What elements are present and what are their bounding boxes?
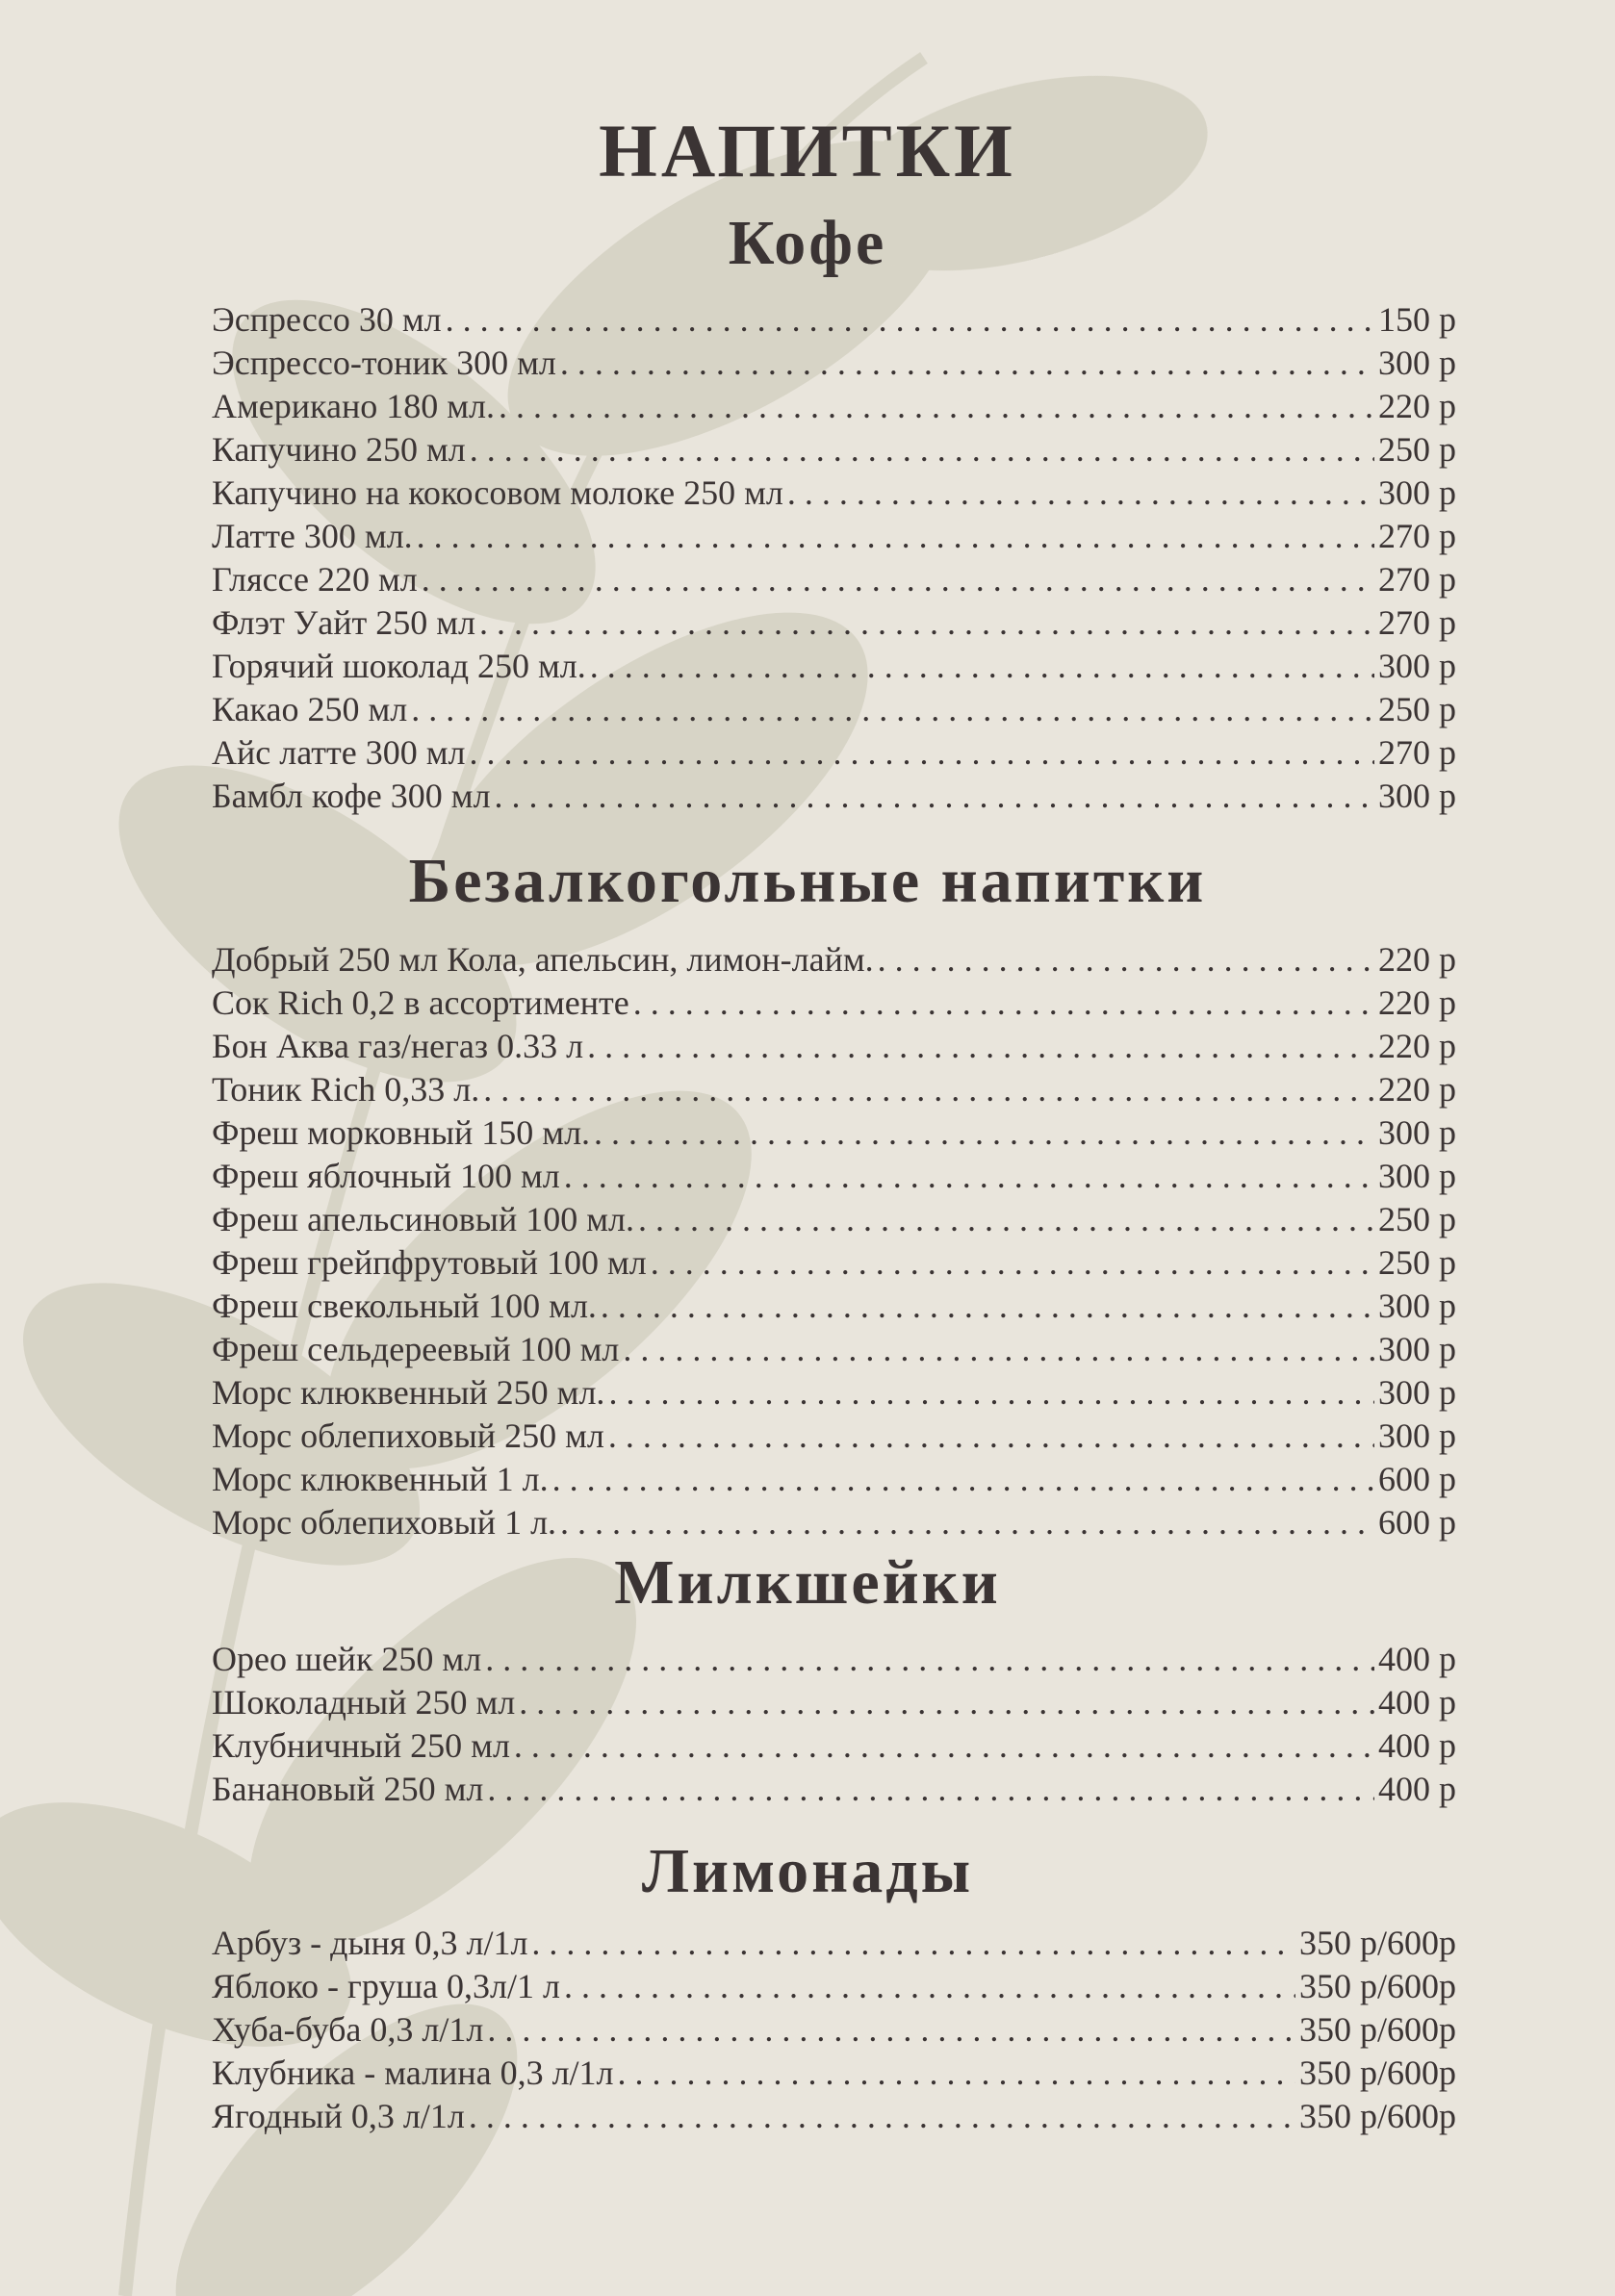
menu-item-price: 300 р xyxy=(1378,777,1456,815)
menu-item xyxy=(212,2008,1456,2052)
menu-item-name: Шоколадный 250 мл xyxy=(212,1683,516,1722)
dot-leader xyxy=(564,1965,1295,2008)
menu-item xyxy=(212,428,1456,472)
menu-item-name: Яблоко - груша 0,3л/1 л xyxy=(212,1967,560,2005)
menu-item-price: 300 р xyxy=(1378,1330,1456,1368)
page-title: НАПИТКИ xyxy=(599,109,1016,192)
dot-leader xyxy=(446,298,1374,342)
menu-item-price: 220 р xyxy=(1378,983,1456,1022)
menu-item-price: 350 р/600р xyxy=(1298,2010,1456,2049)
menu-item-name: Клубника - малина 0,3 л/1л xyxy=(212,2054,614,2092)
menu-item xyxy=(212,1111,1456,1155)
menu-item xyxy=(212,1068,1456,1111)
menu-item-price: 300 р xyxy=(1378,647,1456,685)
dot-leader xyxy=(787,472,1374,515)
menu-item-name: Орео шейк 250 мл xyxy=(212,1640,482,1678)
menu-list-lemonades xyxy=(212,1922,1456,2138)
menu-item xyxy=(212,1328,1456,1371)
menu-item-price: 250 р xyxy=(1378,690,1456,728)
menu-item-price: 220 р xyxy=(1378,940,1456,979)
menu-item xyxy=(212,938,1456,982)
menu-item-price: 270 р xyxy=(1378,733,1456,772)
menu-item-name: Фреш сельдереевый 100 мл xyxy=(212,1330,620,1368)
menu-item-price: 270 р xyxy=(1378,603,1456,642)
menu-item-name: Капучино на кокосовом молоке 250 мл xyxy=(212,473,783,512)
menu-item xyxy=(212,775,1456,818)
dot-leader xyxy=(469,2095,1295,2138)
menu-item-name: Хуба-буба 0,3 л/1л xyxy=(212,2010,484,2049)
menu-item-name: Банановый 250 мл xyxy=(212,1770,484,1808)
menu-item-name: Бамбл кофе 300 мл xyxy=(212,777,491,815)
dot-leader xyxy=(514,1724,1374,1768)
menu-item-price: 400 р xyxy=(1378,1726,1456,1765)
dot-leader xyxy=(470,428,1374,472)
dot-leader xyxy=(495,775,1374,818)
menu-item-price: 300 р xyxy=(1378,1373,1456,1412)
menu-item xyxy=(212,731,1456,775)
menu-item-name: Фреш апельсиновый 100 мл. xyxy=(212,1200,634,1238)
menu-item-name: Ягодный 0,3 л/1л xyxy=(212,2097,465,2135)
menu-item xyxy=(212,1768,1456,1811)
menu-item-price: 400 р xyxy=(1378,1640,1456,1678)
menu-item-price: 350 р/600р xyxy=(1298,1967,1456,2005)
dot-leader xyxy=(638,1198,1374,1241)
menu-item xyxy=(212,1285,1456,1328)
menu-item-name: Морс облепиховый 250 мл xyxy=(212,1416,604,1455)
dot-leader xyxy=(469,731,1374,775)
dot-leader xyxy=(623,1328,1374,1371)
menu-item-name: Арбуз - дыня 0,3 л/1л xyxy=(212,1924,528,1962)
dot-leader xyxy=(483,1068,1374,1111)
dot-leader xyxy=(590,645,1374,688)
menu-item xyxy=(212,515,1456,558)
menu-item-name: Американо 180 мл. xyxy=(212,387,495,425)
section-title-milkshakes: Милкшейки xyxy=(614,1547,1001,1618)
section-title-coffee: Кофе xyxy=(728,208,887,278)
menu-item-price: 220 р xyxy=(1378,1027,1456,1065)
menu-item-price: 150 р xyxy=(1378,300,1456,339)
menu-item xyxy=(212,1155,1456,1198)
menu-item-price: 300 р xyxy=(1378,1416,1456,1455)
menu-item xyxy=(212,342,1456,385)
menu-item-price: 350 р/600р xyxy=(1298,2054,1456,2092)
menu-list-coffee xyxy=(212,298,1456,818)
menu-item-price: 220 р xyxy=(1378,387,1456,425)
dot-leader xyxy=(601,1285,1374,1328)
menu-item-name: Флэт Уайт 250 мл xyxy=(212,603,476,642)
dot-leader xyxy=(485,1638,1374,1681)
menu-item-name: Какао 250 мл xyxy=(212,690,408,728)
dot-leader xyxy=(618,2052,1295,2095)
menu-item-name: Горячий шоколад 250 мл. xyxy=(212,647,586,685)
menu-item xyxy=(212,1501,1456,1544)
menu-item-name: Эспрессо-тоник 300 мл xyxy=(212,344,556,382)
menu-item-price: 350 р/600р xyxy=(1298,2097,1456,2135)
menu-item-name: Тоник Rich 0,33 л. xyxy=(212,1070,480,1109)
menu-item-name: Гляссе 220 мл xyxy=(212,560,418,599)
menu-item-price: 300 р xyxy=(1378,473,1456,512)
section-title-soft-drinks: Безалкогольные напитки xyxy=(408,846,1207,916)
menu-item xyxy=(212,1922,1456,1965)
dot-leader xyxy=(422,558,1374,601)
menu-item xyxy=(212,2052,1456,2095)
menu-item-price: 400 р xyxy=(1378,1683,1456,1722)
dot-leader xyxy=(594,1111,1374,1155)
menu-item-name: Морс клюквенный 1 л. xyxy=(212,1460,549,1498)
menu-item-price: 350 р/600р xyxy=(1298,1924,1456,1962)
dot-leader xyxy=(552,1458,1374,1501)
dot-leader xyxy=(411,688,1374,731)
menu-item xyxy=(212,1681,1456,1724)
menu-item-price: 300 р xyxy=(1378,1157,1456,1195)
menu-item-name: Сок Rich 0,2 в ассортименте xyxy=(212,983,629,1022)
menu-item-name: Латте 300 мл. xyxy=(212,517,413,555)
menu-item-name: Айс латте 300 мл xyxy=(212,733,466,772)
dot-leader xyxy=(479,601,1374,645)
dot-leader xyxy=(560,342,1374,385)
menu-item-name: Фреш яблочный 100 мл xyxy=(212,1157,560,1195)
menu-item xyxy=(212,1965,1456,2008)
menu-item-name: Фреш морковный 150 мл. xyxy=(212,1113,591,1152)
menu-item xyxy=(212,472,1456,515)
menu-item-price: 300 р xyxy=(1378,344,1456,382)
dot-leader xyxy=(499,385,1374,428)
dot-leader xyxy=(487,2008,1295,2052)
dot-leader xyxy=(608,1415,1374,1458)
menu-item xyxy=(212,1025,1456,1068)
menu-item-name: Фреш грейпфрутовый 100 мл xyxy=(212,1243,647,1282)
menu-item xyxy=(212,558,1456,601)
menu-item-name: Фреш свекольный 100 мл. xyxy=(212,1287,597,1325)
menu-item xyxy=(212,298,1456,342)
menu-item xyxy=(212,982,1456,1025)
menu-item xyxy=(212,1638,1456,1681)
menu-item-price: 270 р xyxy=(1378,560,1456,599)
dot-leader xyxy=(651,1241,1374,1285)
menu-item-price: 600 р xyxy=(1378,1503,1456,1542)
menu-item xyxy=(212,2095,1456,2138)
menu-list-soft-drinks xyxy=(212,938,1456,1544)
dot-leader xyxy=(487,1768,1374,1811)
menu-item xyxy=(212,1241,1456,1285)
menu-item-price: 300 р xyxy=(1378,1113,1456,1152)
menu-item-price: 220 р xyxy=(1378,1070,1456,1109)
menu-item-price: 270 р xyxy=(1378,517,1456,555)
menu-item xyxy=(212,1415,1456,1458)
dot-leader xyxy=(878,938,1374,982)
dot-leader xyxy=(633,982,1374,1025)
menu-item-price: 250 р xyxy=(1378,430,1456,469)
dot-leader xyxy=(560,1501,1374,1544)
menu-item xyxy=(212,1724,1456,1768)
menu-item-name: Клубничный 250 мл xyxy=(212,1726,510,1765)
menu-item-price: 600 р xyxy=(1378,1460,1456,1498)
menu-item-price: 250 р xyxy=(1378,1200,1456,1238)
menu-item xyxy=(212,1198,1456,1241)
dot-leader xyxy=(587,1025,1374,1068)
menu-item xyxy=(212,385,1456,428)
section-title-lemonades: Лимонады xyxy=(641,1836,974,1906)
menu-item-name: Добрый 250 мл Кола, апельсин, лимон-лайм. xyxy=(212,940,874,979)
dot-leader xyxy=(564,1155,1374,1198)
menu-item xyxy=(212,1458,1456,1501)
dot-leader xyxy=(531,1922,1295,1965)
dot-leader xyxy=(519,1681,1374,1724)
menu-item xyxy=(212,688,1456,731)
menu-item-name: Капучино 250 мл xyxy=(212,430,466,469)
menu-item-name: Бон Аква газ/негаз 0.33 л xyxy=(212,1027,584,1065)
menu-item-price: 400 р xyxy=(1378,1770,1456,1808)
menu-item xyxy=(212,601,1456,645)
menu-item-price: 250 р xyxy=(1378,1243,1456,1282)
dot-leader xyxy=(417,515,1374,558)
menu-item-price: 300 р xyxy=(1378,1287,1456,1325)
menu-item xyxy=(212,645,1456,688)
menu-item xyxy=(212,1371,1456,1415)
dot-leader xyxy=(608,1371,1374,1415)
menu-item-name: Эспрессо 30 мл xyxy=(212,300,442,339)
menu-item-name: Морс облепиховый 1 л. xyxy=(212,1503,557,1542)
menu-item-name: Морс клюквенный 250 мл. xyxy=(212,1373,605,1412)
menu-list-milkshakes xyxy=(212,1638,1456,1811)
